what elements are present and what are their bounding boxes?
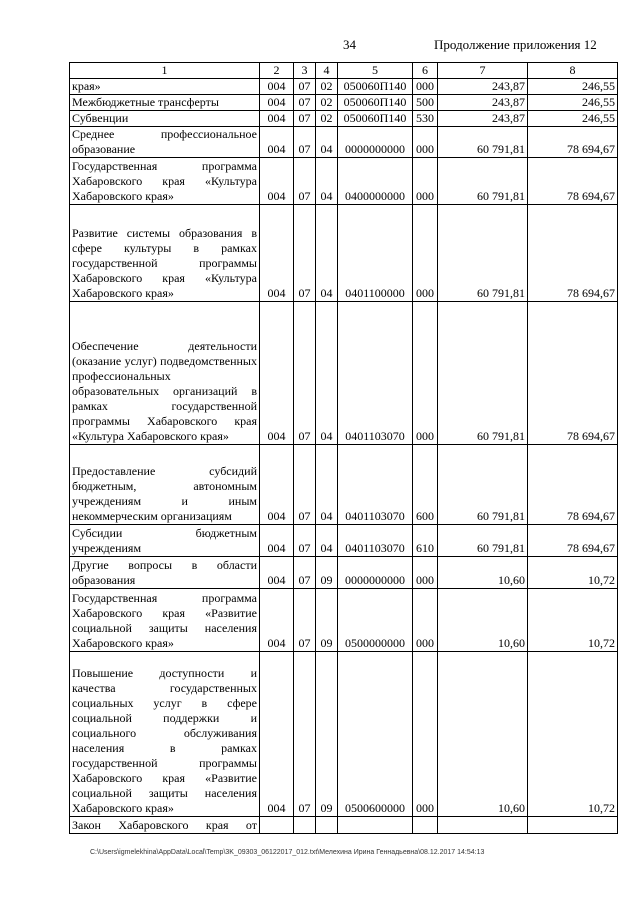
admin-code-cell: 004 xyxy=(260,205,294,302)
section-cell: 07 xyxy=(294,557,316,589)
section-cell: 07 xyxy=(294,445,316,525)
section-cell: 07 xyxy=(294,302,316,445)
budget-table xyxy=(69,62,618,834)
column-header: 8 xyxy=(528,63,618,79)
section-cell: 07 xyxy=(294,589,316,652)
amount-year-2-cell: 78 694,67 xyxy=(528,158,618,205)
subsection-cell xyxy=(316,817,338,834)
section-cell: 07 xyxy=(294,127,316,158)
subsection-cell: 04 xyxy=(316,127,338,158)
table-row xyxy=(70,158,618,205)
row-description: Обеспечение деятельности (оказание услуг) подведомственных профессиональных образовательных организаций в рамках государственной программы Хабаровского края «Культура Хабаровского края» xyxy=(70,302,260,445)
column-header: 1 xyxy=(70,63,260,79)
target-article-cell: 0401103070 xyxy=(338,445,413,525)
amount-year-2-cell: 10,72 xyxy=(528,557,618,589)
target-article-cell: 050060П140 xyxy=(338,111,413,127)
amount-year-2-cell: 246,55 xyxy=(528,79,618,95)
amount-year-1-cell: 243,87 xyxy=(438,95,528,111)
admin-code-cell: 004 xyxy=(260,652,294,817)
admin-code-cell: 004 xyxy=(260,95,294,111)
row-description: Государственная программа Хабаровского края «Культура Хабаровского края» xyxy=(70,158,260,205)
table-row xyxy=(70,79,618,95)
expense-type-cell: 000 xyxy=(413,79,438,95)
page-number: 34 xyxy=(343,37,356,52)
amount-year-2-cell: 78 694,67 xyxy=(528,445,618,525)
target-article-cell: 0000000000 xyxy=(338,557,413,589)
subsection-cell: 04 xyxy=(316,525,338,557)
subsection-cell: 02 xyxy=(316,111,338,127)
table-row xyxy=(70,127,618,158)
column-header: 4 xyxy=(316,63,338,79)
section-cell: 07 xyxy=(294,111,316,127)
admin-code-cell: 004 xyxy=(260,158,294,205)
target-article-cell: 050060П140 xyxy=(338,79,413,95)
table-row xyxy=(70,445,618,525)
column-header: 7 xyxy=(438,63,528,79)
table-row xyxy=(70,652,618,817)
row-description: Государственная программа Хабаровского края «Развитие социальной защиты населения Хабаровского края» xyxy=(70,589,260,652)
amount-year-1-cell: 10,60 xyxy=(438,557,528,589)
section-cell: 07 xyxy=(294,79,316,95)
table-row xyxy=(70,205,618,302)
admin-code-cell: 004 xyxy=(260,79,294,95)
column-header: 2 xyxy=(260,63,294,79)
amount-year-2-cell xyxy=(528,817,618,834)
amount-year-1-cell: 60 791,81 xyxy=(438,525,528,557)
footer-file-path: C:\Users\igmelekhina\AppData\Local\Temp\3K_09303_06122017_012.txt\Мелехина Ирина Геннадьевна\08.12.2017 14:54:13 xyxy=(90,849,485,856)
row-description: Другие вопросы в области образования xyxy=(70,557,260,589)
table-row xyxy=(70,525,618,557)
row-description: Субвенции xyxy=(70,111,260,127)
subsection-cell: 02 xyxy=(316,79,338,95)
amount-year-1-cell: 60 791,81 xyxy=(438,302,528,445)
table-row xyxy=(70,557,618,589)
expense-type-cell: 000 xyxy=(413,205,438,302)
amount-year-1-cell: 243,87 xyxy=(438,111,528,127)
amount-year-2-cell: 78 694,67 xyxy=(528,127,618,158)
admin-code-cell: 004 xyxy=(260,557,294,589)
row-description: Субсидии бюджетным учреждениям xyxy=(70,525,260,557)
amount-year-2-cell: 246,55 xyxy=(528,95,618,111)
amount-year-1-cell: 10,60 xyxy=(438,589,528,652)
admin-code-cell: 004 xyxy=(260,445,294,525)
table-row xyxy=(70,817,618,834)
admin-code-cell: 004 xyxy=(260,111,294,127)
section-cell: 07 xyxy=(294,525,316,557)
expense-type-cell: 000 xyxy=(413,158,438,205)
amount-year-2-cell: 78 694,67 xyxy=(528,302,618,445)
amount-year-2-cell: 246,55 xyxy=(528,111,618,127)
subsection-cell: 09 xyxy=(316,557,338,589)
admin-code-cell: 004 xyxy=(260,525,294,557)
target-article-cell xyxy=(338,817,413,834)
row-description: Предоставление субсидий бюджетным, автономным учреждениям и иным некоммерческим организациям xyxy=(70,445,260,525)
amount-year-1-cell: 60 791,81 xyxy=(438,445,528,525)
table-row xyxy=(70,589,618,652)
subsection-cell: 04 xyxy=(316,158,338,205)
expense-type-cell: 000 xyxy=(413,127,438,158)
column-header: 6 xyxy=(413,63,438,79)
expense-type-cell: 610 xyxy=(413,525,438,557)
subsection-cell: 04 xyxy=(316,302,338,445)
amount-year-1-cell: 60 791,81 xyxy=(438,205,528,302)
expense-type-cell: 530 xyxy=(413,111,438,127)
amount-year-2-cell: 10,72 xyxy=(528,652,618,817)
row-description: Среднее профессиональное образование xyxy=(70,127,260,158)
row-description: Повышение доступности и качества государственных социальных услуг в сфере социальной поддержки и социального обслуживания населения в рамках государственной программы Хабаровского края «Развитие социальной защиты населения Хабаровского края» xyxy=(70,652,260,817)
continuation-title: Продолжение приложения 12 xyxy=(434,37,597,52)
column-header: 3 xyxy=(294,63,316,79)
expense-type-cell: 000 xyxy=(413,557,438,589)
column-header-row xyxy=(70,63,618,79)
subsection-cell: 02 xyxy=(316,95,338,111)
amount-year-1-cell: 60 791,81 xyxy=(438,158,528,205)
target-article-cell: 0000000000 xyxy=(338,127,413,158)
amount-year-2-cell: 78 694,67 xyxy=(528,205,618,302)
amount-year-2-cell: 10,72 xyxy=(528,589,618,652)
section-cell: 07 xyxy=(294,158,316,205)
amount-year-1-cell: 243,87 xyxy=(438,79,528,95)
row-description: Развитие системы образования в сфере культуры в рамках государственной программы Хабаровского края «Культура Хабаровского края» xyxy=(70,205,260,302)
section-cell: 07 xyxy=(294,95,316,111)
amount-year-1-cell xyxy=(438,817,528,834)
target-article-cell: 0401100000 xyxy=(338,205,413,302)
subsection-cell: 09 xyxy=(316,589,338,652)
section-cell: 07 xyxy=(294,652,316,817)
target-article-cell: 050060П140 xyxy=(338,95,413,111)
target-article-cell: 0401103070 xyxy=(338,525,413,557)
target-article-cell: 0401103070 xyxy=(338,302,413,445)
expense-type-cell: 000 xyxy=(413,652,438,817)
target-article-cell: 0500000000 xyxy=(338,589,413,652)
section-cell xyxy=(294,817,316,834)
row-description: края» xyxy=(70,79,260,95)
amount-year-2-cell: 78 694,67 xyxy=(528,525,618,557)
row-description: Закон Хабаровского края от xyxy=(70,817,260,834)
expense-type-cell xyxy=(413,817,438,834)
subsection-cell: 04 xyxy=(316,205,338,302)
subsection-cell: 09 xyxy=(316,652,338,817)
column-header: 5 xyxy=(338,63,413,79)
table-row xyxy=(70,111,618,127)
target-article-cell: 0500600000 xyxy=(338,652,413,817)
amount-year-1-cell: 10,60 xyxy=(438,652,528,817)
expense-type-cell: 500 xyxy=(413,95,438,111)
subsection-cell: 04 xyxy=(316,445,338,525)
section-cell: 07 xyxy=(294,205,316,302)
amount-year-1-cell: 60 791,81 xyxy=(438,127,528,158)
row-description: Межбюджетные трансферты xyxy=(70,95,260,111)
admin-code-cell: 004 xyxy=(260,302,294,445)
expense-type-cell: 000 xyxy=(413,589,438,652)
admin-code-cell: 004 xyxy=(260,127,294,158)
admin-code-cell xyxy=(260,817,294,834)
expense-type-cell: 000 xyxy=(413,302,438,445)
expense-type-cell: 600 xyxy=(413,445,438,525)
target-article-cell: 0400000000 xyxy=(338,158,413,205)
admin-code-cell: 004 xyxy=(260,589,294,652)
table-row xyxy=(70,95,618,111)
table-row xyxy=(70,302,618,445)
